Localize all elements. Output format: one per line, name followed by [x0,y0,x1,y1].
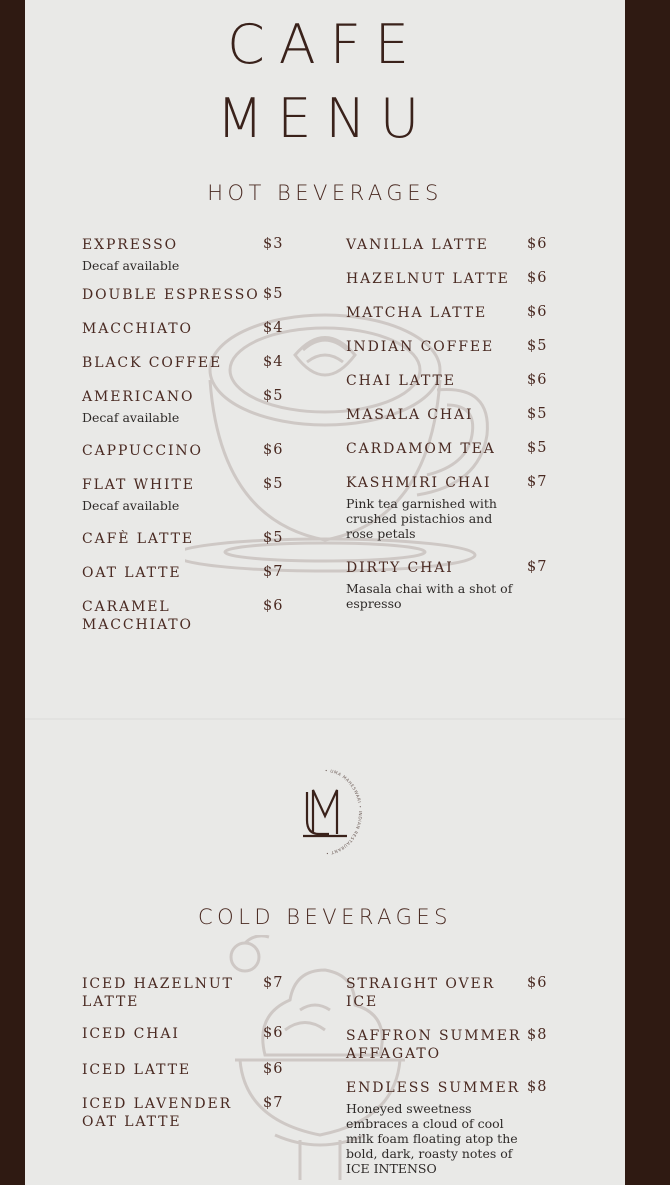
item-description: Decaf available [82,258,180,273]
svg-text:• UMA MAHESWARI • INDIAN RESTA [325,768,363,856]
restaurant-logo [283,762,367,862]
item-name: MATCHA LATTE [346,305,488,321]
menu-item [82,1061,292,1079]
item-price: $7 [263,975,284,991]
menu-item [346,338,556,356]
menu-item [82,320,292,338]
item-price: $6 [263,1025,284,1041]
menu-item [82,975,247,1011]
item-name: ICED CHAI [82,1026,180,1042]
item-name: CARDAMOM TEA [346,441,496,457]
item-name: KASHMIRI CHAI [346,475,492,491]
item-price: $6 [527,236,548,252]
item-description: Masala chai with a shot of espresso [346,581,513,611]
item-price: $7 [263,1095,284,1111]
item-price: $6 [263,598,284,614]
logo-ring-text: • UMA MAHESWARI • INDIAN RESTAURANT • [324,767,364,857]
menu-item [82,354,292,372]
menu-item [82,476,292,513]
item-name: MASALA CHAI [346,407,474,423]
item-price: $6 [527,372,548,388]
menu-page [25,0,625,1185]
item-name: ICED LAVENDER OAT LATTE [82,1096,233,1130]
item-name: EXPRESSO [82,237,178,253]
item-price: $5 [527,406,548,422]
item-name: SAFFRON SUMMER AFFAGATO [346,1028,522,1062]
item-price: $6 [527,975,548,991]
menu-item [82,442,292,460]
menu-title-cafe: CAFE [227,13,423,76]
menu-item [82,236,292,273]
item-price: $7 [527,559,548,575]
item-description: Decaf available [82,498,180,513]
item-price: $7 [527,474,548,490]
item-name: BLACK COFFEE [82,355,223,371]
item-price: $3 [263,236,284,252]
item-name: VANILLA LATTE [346,237,489,253]
menu-item [346,440,556,458]
menu-item [346,270,556,288]
item-price: $6 [527,304,548,320]
item-price: $5 [263,388,284,404]
item-price: $6 [263,442,284,458]
hot-beverages-heading: HOT BEVERAGES [207,181,443,205]
item-price: $5 [263,286,284,302]
item-name: DOUBLE ESPRESSO [82,287,260,303]
menu-item [346,236,556,254]
item-name: CARAMEL MACCHIATO [82,599,193,633]
item-name: ICED LATTE [82,1062,191,1078]
item-name: DIRTY CHAI [346,560,454,576]
item-price: $8 [527,1027,548,1043]
item-description: Honeyed sweetness embraces a cloud of cool milk foam floating atop the bold, dark, roasty notes of ICE INTENSO [346,1101,518,1176]
cold-beverages-heading: COLD BEVERAGES [198,905,452,929]
menu-item [82,564,292,582]
menu-item [346,1079,528,1176]
item-name: OAT LATTE [82,565,182,581]
menu-item [346,474,518,541]
item-name: CAFÈ LATTE [82,531,195,547]
item-name: FLAT WHITE [82,477,195,493]
item-price: $7 [263,564,284,580]
item-description: Pink tea garnished with crushed pistachios and rose petals [346,496,497,541]
item-name: AMERICANO [82,389,195,405]
menu-item [346,406,556,424]
item-price: $5 [527,338,548,354]
item-price: $4 [263,354,284,370]
menu-item [82,286,292,304]
item-price: $6 [527,270,548,286]
menu-item [82,598,232,634]
item-price: $6 [263,1061,284,1077]
menu-item [346,975,516,1011]
page-divider [25,718,625,720]
item-name: CHAI LATTE [346,373,456,389]
item-name: STRAIGHT OVER ICE [346,976,496,1010]
item-name: ENDLESS SUMMER [346,1080,521,1096]
item-price: $5 [527,440,548,456]
item-name: INDIAN COFFEE [346,339,495,355]
menu-item [346,559,518,611]
item-name: MACCHIATO [82,321,193,337]
item-price: $5 [263,530,284,546]
menu-item [346,372,556,390]
menu-item [82,1025,292,1043]
menu-item [346,304,556,322]
item-description: Decaf available [82,410,180,425]
item-name: HAZELNUT LATTE [346,271,510,287]
menu-item [82,1095,247,1131]
item-price: $8 [527,1079,548,1095]
menu-item [82,388,292,425]
item-price: $5 [263,476,284,492]
menu-item [82,530,292,548]
item-name: ICED HAZELNUT LATTE [82,976,234,1010]
item-name: CAPPUCCINO [82,443,203,459]
menu-item [346,1027,526,1063]
menu-title-menu: MENU [216,87,434,150]
item-price: $4 [263,320,284,336]
